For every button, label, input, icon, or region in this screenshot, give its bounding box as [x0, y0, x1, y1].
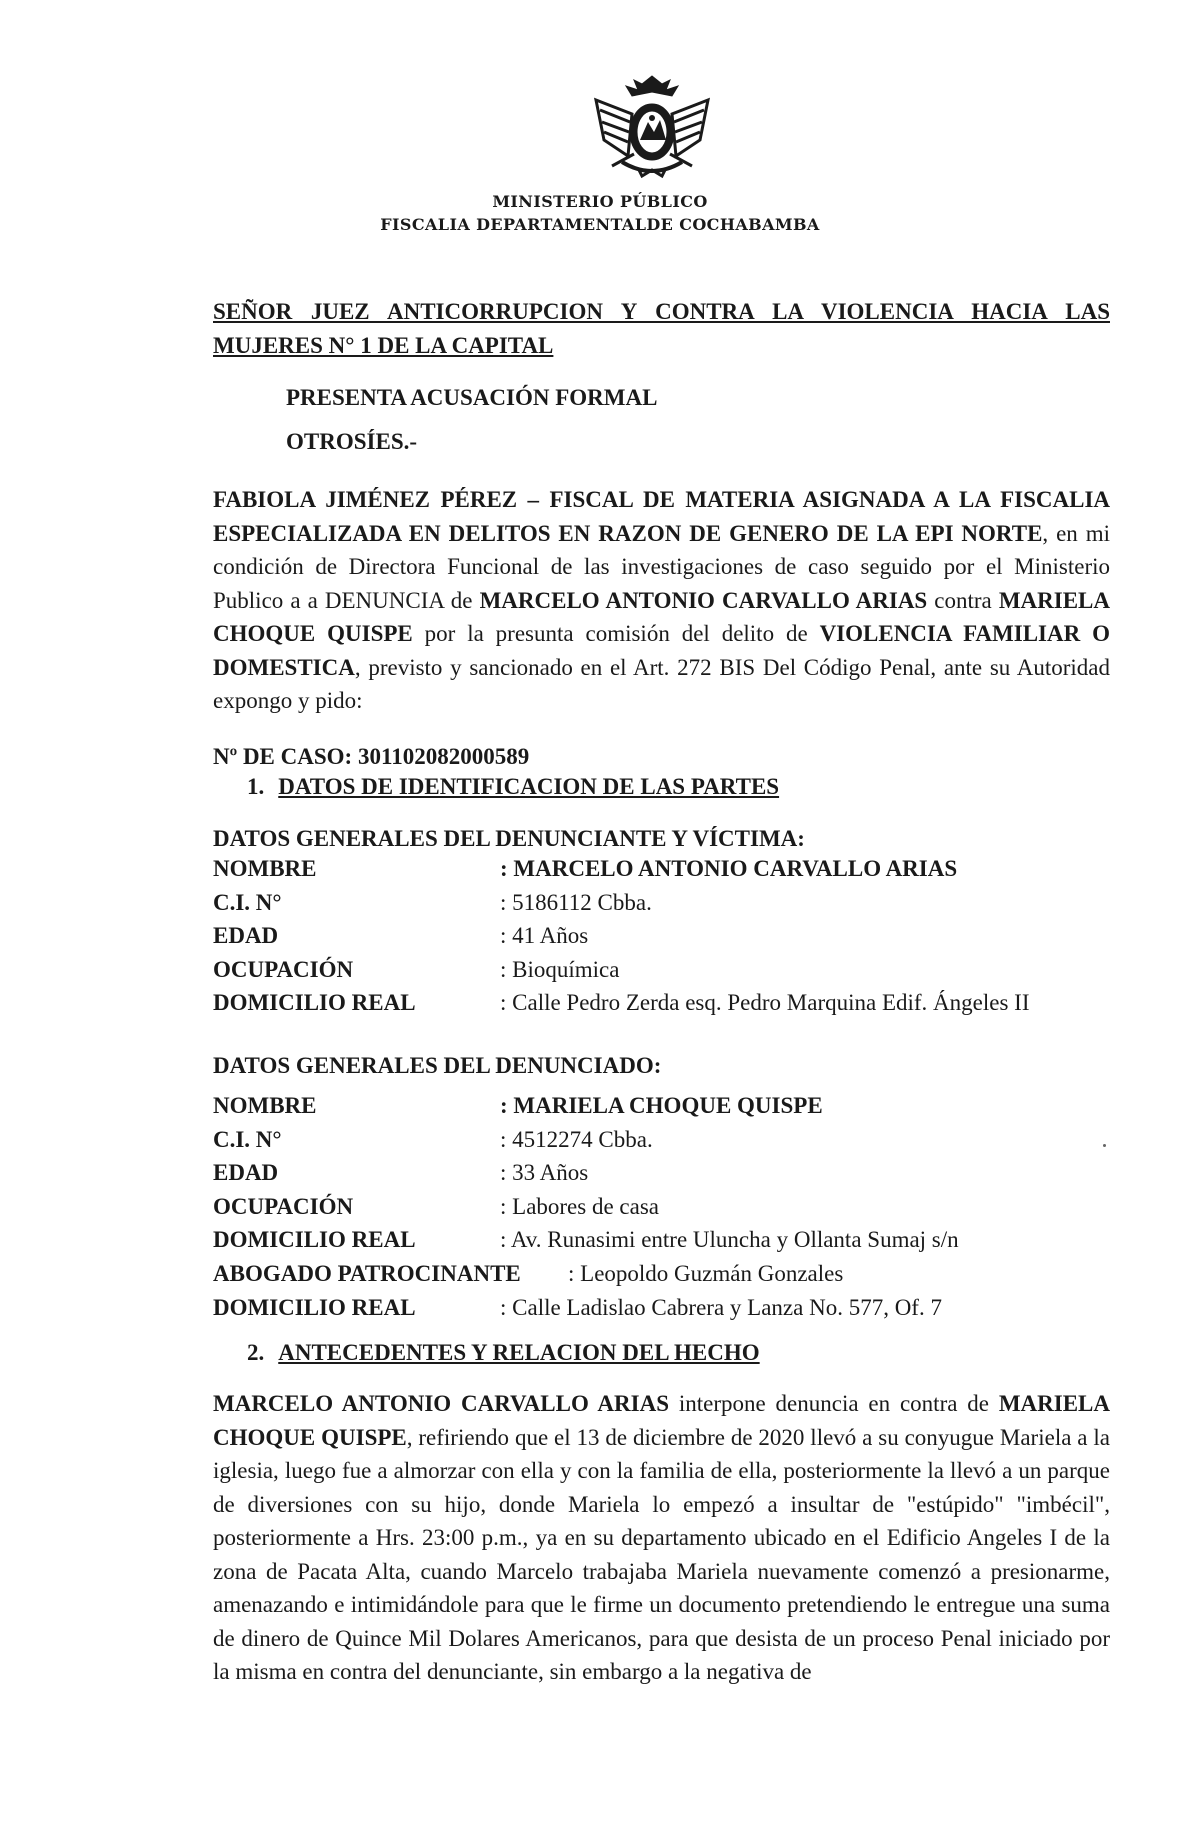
field-value: : Leopoldo Guzmán Gonzales: [568, 1261, 844, 1286]
field-label: C.I. N°: [213, 1127, 282, 1152]
field-value: : Bioquímica: [500, 957, 620, 982]
victim-ci-row: [213, 890, 1110, 923]
denunciante-name: MARCELO ANTONIO CARVALLO ARIAS: [213, 1391, 670, 1416]
victim-address-row: [213, 990, 1110, 1023]
field-value: : MARIELA CHOQUE QUISPE: [500, 1093, 823, 1118]
field-label: ABOGADO PATROCINANTE: [213, 1261, 521, 1286]
victim-name-row: [213, 856, 1110, 889]
field-label: DOMICILIO REAL: [213, 1295, 416, 1320]
intro-text: , previsto y sancionado en el Art. 272 BIS Del Código Penal, ante su Autoridad expongo y pido:: [213, 654, 1110, 713]
field-value: : MARCELO ANTONIO CARVALLO ARIAS: [500, 856, 958, 881]
accused-address-row: [213, 1227, 1110, 1260]
accused-heading: DATOS GENERALES DEL DENUNCIADO:: [213, 1053, 662, 1078]
accused-age-row: [213, 1160, 1110, 1193]
field-label: EDAD: [213, 923, 279, 948]
case-number: 301102082000589: [357, 744, 530, 769]
case-number-line: [213, 740, 1110, 774]
field-label: OCUPACIÓN: [213, 1194, 354, 1219]
field-label: C.I. N°: [213, 890, 282, 915]
subject-otrosies: OTROSÍES.-: [286, 429, 418, 454]
bolivia-coat-of-arms-icon: [582, 70, 722, 182]
section-label: ANTECEDENTES Y RELACION DEL HECHO: [278, 1340, 760, 1365]
intro-text: contra: [927, 587, 999, 613]
denunciante-name: MARCELO ANTONIO CARVALLO ARIAS: [479, 587, 928, 613]
field-value: : Labores de casa: [500, 1194, 660, 1219]
denunciada-name: MARIELA CHOQUE QUISPE: [213, 587, 1110, 646]
field-value: : Calle Ladislao Cabrera y Lanza No. 577, Of. 7: [500, 1295, 942, 1320]
field-label: DOMICILIO REAL: [213, 1227, 416, 1252]
field-label: NOMBRE: [213, 1093, 317, 1118]
field-label: DOMICILIO REAL: [213, 990, 416, 1015]
intro-paragraph: [213, 483, 1110, 718]
section-label: DATOS DE IDENTIFICACION DE LAS PARTES: [278, 774, 780, 799]
accused-occupation-row: [213, 1194, 1110, 1227]
office-name: FISCALIA DEPARTAMENTALDE COCHABAMBA: [380, 215, 820, 234]
denunciada-name: MARIELA CHOQUE QUISPE: [213, 1391, 1110, 1450]
victim-occupation-row: [213, 957, 1110, 990]
lawyer-address-row: [213, 1295, 1110, 1328]
field-value: : 41 Años: [500, 923, 589, 948]
intro-text: , en mi condición de Directora Funcional de las investigaciones de caso seguido por el Ministerio Publico a a DENUNCIA de: [213, 520, 1110, 613]
field-label: NOMBRE: [213, 856, 317, 881]
institution-name: MINISTERIO PÚBLICO: [492, 192, 708, 211]
victim-age-row: [213, 923, 1110, 956]
delito-name: VIOLENCIA FAMILIAR O DOMESTICA: [213, 621, 1110, 680]
section-2-title: [247, 1340, 760, 1366]
facts-text: , refiriendo que el 13 de diciembre de 2020 llevó a su conyugue Mariela a la iglesia, luego fue a almorzar con ella y con la familia de ella, posteriormente la llevó a un parque de diversiones con su hijo, donde Mariela lo empezó a insultar de "estúpido" "imbécil", posteriormente a Hrs. 23:00 p.m., ya en su departamento ubicado en el Edificio Angeles I de la zona de Pacata Alta, cuando Marcelo trabajaba Mariela nuevamente comenzó a presionarme, amenazando e intimidándole para que le firme un documento pretendiendo le entregue una suma de dinero de Quince Mil Dolares Americanos, para que desista de un proceso Penal iniciado por la misma en contra del denunciante, sin embargo a la negativa de: [213, 1424, 1110, 1684]
intro-text: por la presunta comisión del delito de: [412, 621, 820, 646]
fiscal-name: FABIOLA JIMÉNEZ PÉREZ – FISCAL DE MATERIA ASIGNADA A LA FISCALIA ESPECIALIZADA EN DELITOS EN RAZON DE GENERO DE LA EPI NORTE: [213, 487, 1110, 546]
facts-paragraph: [213, 1387, 1110, 1689]
field-value: : 33 Años: [500, 1160, 589, 1185]
section-number: 2.: [247, 1340, 265, 1365]
accused-ci-row: [213, 1127, 1110, 1160]
addressee: SEÑOR JUEZ ANTICORRUPCION Y CONTRA LA VIOLENCIA HACIA LAS MUJERES N° 1 DE LA CAPITAL: [213, 299, 1110, 358]
lawyer-row: [213, 1261, 1110, 1294]
field-label: OCUPACIÓN: [213, 957, 354, 982]
stray-mark: [1103, 1144, 1106, 1147]
section-1-title: [247, 774, 779, 800]
case-number-label: Nº DE CASO:: [213, 744, 358, 769]
facts-text: interpone denuncia en contra de: [669, 1391, 999, 1416]
section-number: 1.: [247, 774, 265, 799]
accused-name-row: [213, 1093, 1110, 1126]
field-value: : Calle Pedro Zerda esq. Pedro Marquina Edif. Ángeles II: [500, 990, 1030, 1015]
victim-heading: DATOS GENERALES DEL DENUNCIANTE Y VÍCTIMA:: [213, 826, 805, 851]
subject-presenta: PRESENTA ACUSACIÓN FORMAL: [286, 385, 658, 410]
field-label: EDAD: [213, 1160, 279, 1185]
field-value: : Av. Runasimi entre Uluncha y Ollanta Sumaj s/n: [500, 1227, 959, 1252]
field-value: : 5186112 Cbba.: [500, 890, 652, 915]
field-value: : 4512274 Cbba.: [500, 1127, 653, 1152]
